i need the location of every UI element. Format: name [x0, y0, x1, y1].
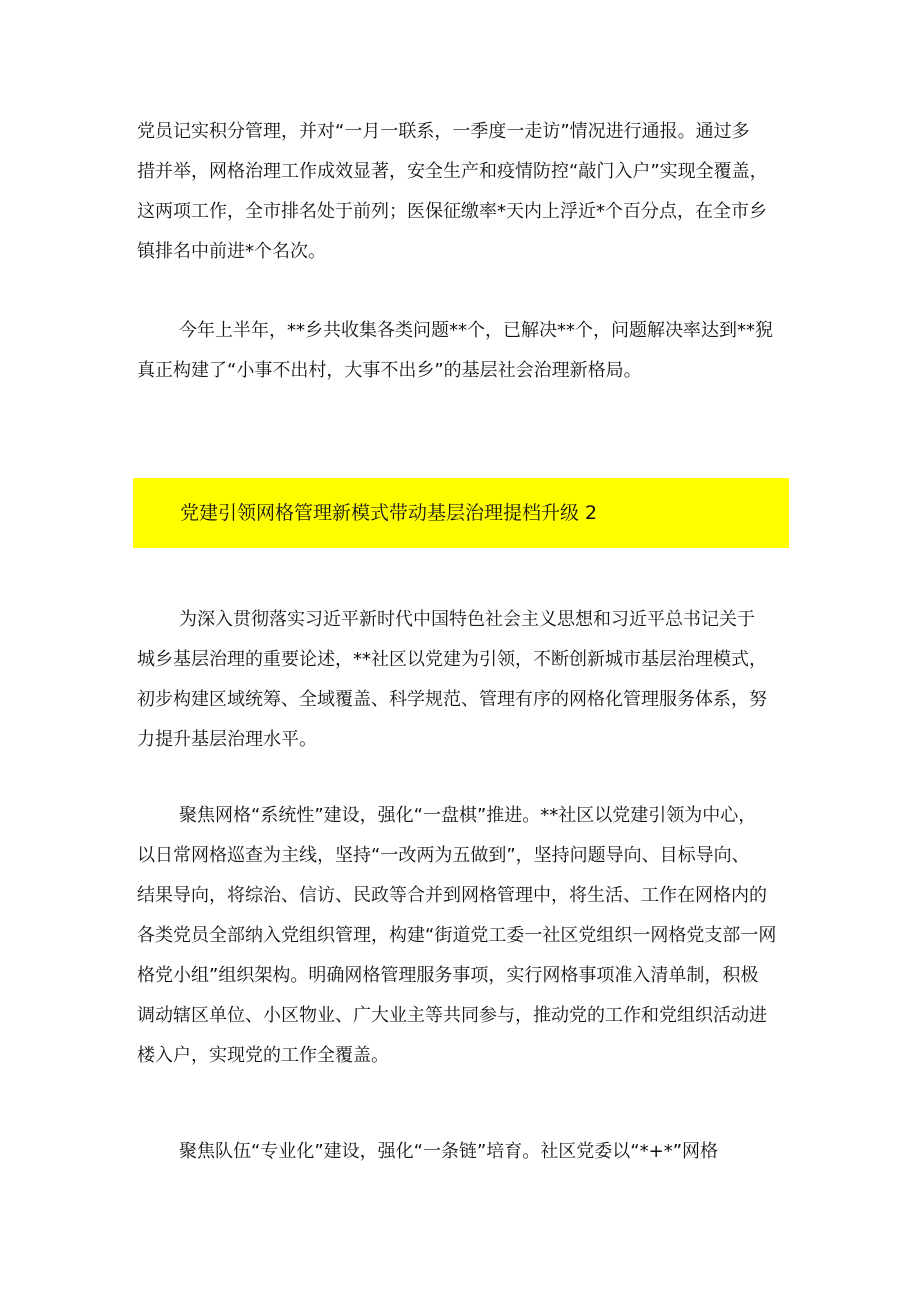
- section-heading: 党建引领网格管理新模式带动基层治理提档升级 2: [180, 502, 598, 524]
- paragraph-line: 聚焦队伍“专业化”建设，强化“一条链”培育。社区党委以“*+*”网格: [179, 1141, 719, 1162]
- paragraph-line: 真正构建了“小事不出村，大事不出乡”的基层社会治理新格局。: [137, 360, 642, 381]
- paragraph-4: [137, 796, 789, 1076]
- paragraph-line: 今年上半年，**乡共收集各类问题**个，已解决**个，问题解决率达到**猊: [179, 320, 773, 341]
- paragraph-line: 以日常网格巡查为主线，坚持“一改两为五做到”，坚持问题导向、目标导向、: [137, 845, 750, 866]
- paragraph-line: 各类党员全部纳入党组织管理，构建“街道党工委一社区党组织一网格党支部一网: [137, 925, 777, 946]
- paragraph-1: [137, 112, 789, 272]
- paragraph-line: 党员记实积分管理，并对“一月一联系，一季度一走访”情况进行通报。通过多: [137, 121, 750, 142]
- paragraph-line: 为深入贯彻落实习近平新时代中国特色社会主义思想和习近平总书记关于: [179, 609, 755, 630]
- paragraph-line: 力提升基层治理水平。: [137, 729, 317, 750]
- paragraph-line: 措并举，网格治理工作成效显著，安全生产和疫情防控“敲门入户”实现全覆盖，: [137, 161, 768, 182]
- paragraph-line: 格党小组”组织架构。明确网格管理服务事项，实行网格事项准入清单制，积极: [137, 965, 759, 986]
- section-heading-highlight: [133, 478, 789, 548]
- paragraph-line: 结果导向，将综治、信访、民政等合并到网格管理中，将生活、工作在网格内的: [137, 885, 767, 906]
- paragraph-line: 这两项工作，全市排名处于前列；医保征缴率*天内上浮近*个百分点，在全市乡: [137, 201, 767, 222]
- paragraph-line: 聚焦网格“系统性”建设，强化“一盘棋”推进。**社区以党建引领为中心，: [179, 805, 757, 826]
- paragraph-line: 城乡基层治理的重要论述，**社区以党建为引领，不断创新城市基层治理模式，: [137, 649, 767, 670]
- paragraph-line: 调动辖区单位、小区物业、广大业主等共同参与，推动党的工作和党组织活动进: [137, 1005, 767, 1026]
- paragraph-line: 楼入户，实现党的工作全覆盖。: [137, 1045, 389, 1066]
- paragraph-2: [137, 311, 789, 391]
- paragraph-line: 镇排名中前进*个名次。: [137, 241, 326, 262]
- paragraph-line: 初步构建区域统筹、全域覆盖、科学规范、管理有序的网格化管理服务体系，努: [137, 689, 767, 710]
- paragraph-3: [137, 600, 789, 760]
- paragraph-5: [137, 1132, 789, 1172]
